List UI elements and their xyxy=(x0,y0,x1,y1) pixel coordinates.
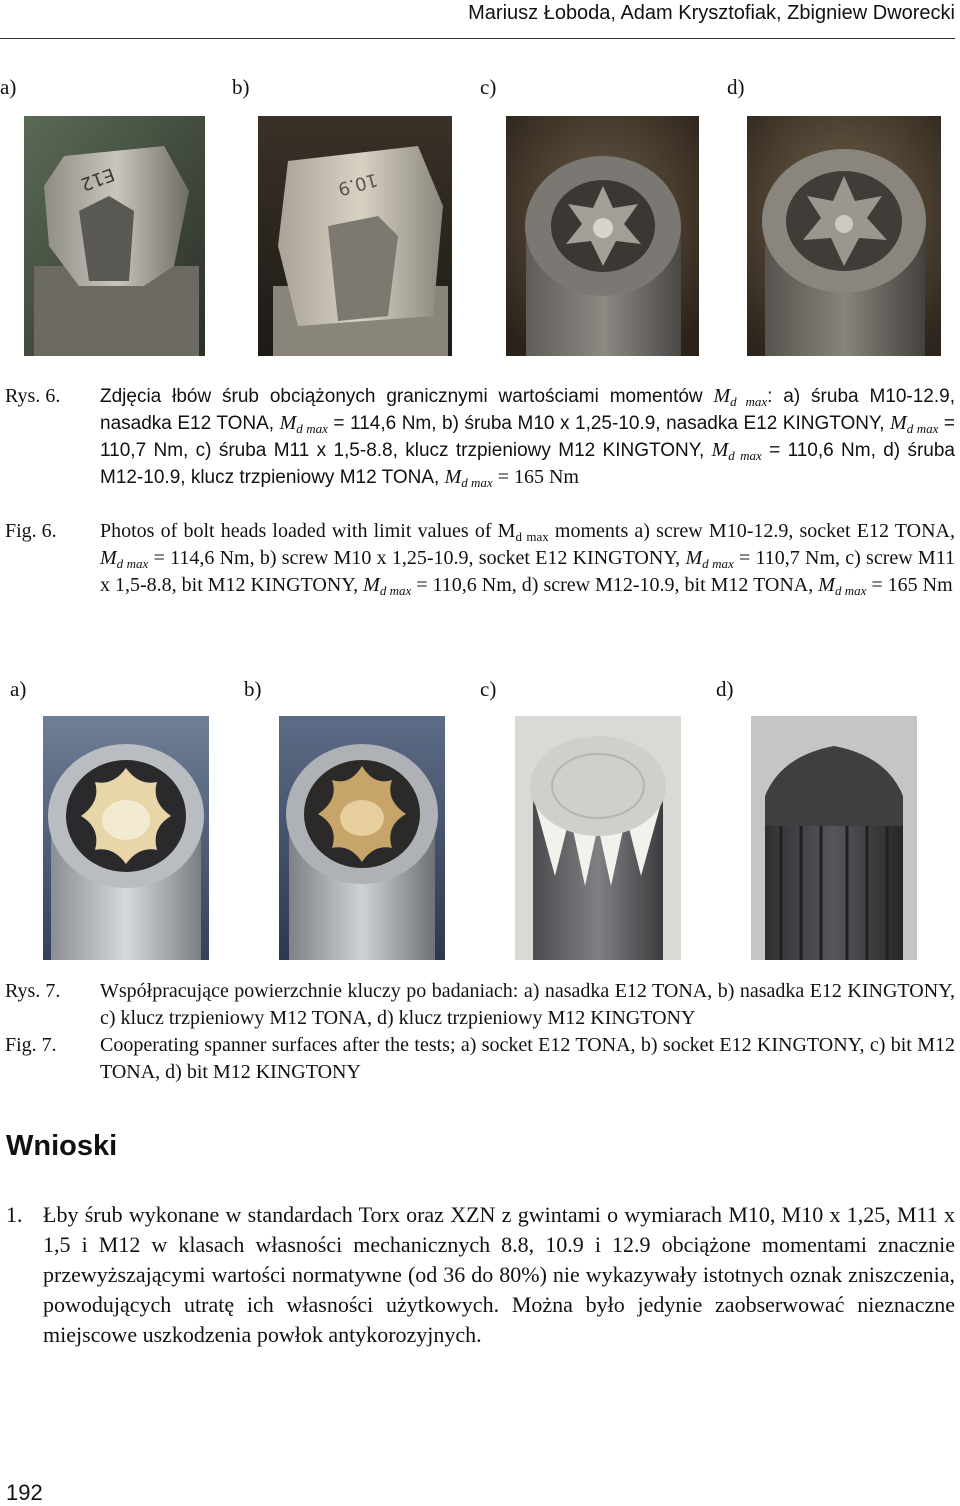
fig6-en-t3: = 114,6 Nm, b) screw M10 x 1,25-10.9, socket E12 KINGTONY, xyxy=(148,547,686,569)
fig6-caption-en xyxy=(100,518,955,599)
fig6-caption-pl xyxy=(100,383,955,491)
fig6-rys-key: Rys. 6. xyxy=(5,385,61,407)
conclusion-number: 1. xyxy=(6,1202,23,1227)
fig6-pl-t4: = 110,7 Nm, c) śruba M11 x 1,5-8.8, klucz trzpieniowy M12 KINGTONY, xyxy=(100,413,955,461)
svg-text:E12: E12 xyxy=(77,163,118,195)
fig6-pl-m4: M xyxy=(711,439,729,461)
fig6-en-s1: d max xyxy=(515,529,549,544)
fig6-pl-s5: d max xyxy=(461,475,493,490)
fig6-en-t2: moments a) screw M10-12.9, socket E12 TONA, xyxy=(548,520,955,542)
fig6-photo-d xyxy=(747,116,941,356)
fig6-en-m4: M xyxy=(363,574,380,596)
fig7-photo-d xyxy=(751,716,917,960)
fig6-en-s3: d max xyxy=(702,556,734,571)
fig6-pl-t6: = 165 Nm xyxy=(492,466,579,488)
conclusion-text: Łby śrub wykonane w standardach Torx oraz XZN z gwintami o wymiarach M10, M10 x 1,25, M11 x 1,5 i M12 w klasach własności mechanicznych 8.8, 10.9 i 12.9 obciążone momentami znacznie przewyższającymi wartości normatywne (od 36 do 80%) nie wykazywały istotnych oznak zniszczenia, powodujących utratę ich własności użytkowych. Można było jedynie zaobserwować nieznaczne miejscowe uszkodzenia powłok antykorozyjnych. xyxy=(43,1202,955,1347)
fig6-photo-b xyxy=(258,116,452,356)
fig6-pl-m1: M xyxy=(713,385,731,407)
fig6-en-t6: = 165 Nm xyxy=(866,574,953,596)
fig6-photo-a xyxy=(24,116,205,356)
fig6-en-m5: M xyxy=(818,574,835,596)
fig7-photo-b xyxy=(279,716,445,960)
fig6-photo-c xyxy=(506,116,699,356)
fig6-pl-t5: = 110,6 Nm, d) śruba M12-10.9, klucz trzpieniowy M12 TONA, xyxy=(100,440,955,488)
fig6-pl-s2: d max xyxy=(296,421,328,436)
fig6-label-c: c) xyxy=(480,75,497,99)
fig7-photo-a xyxy=(43,716,209,960)
fig7-pl-text: Współpracujące powierzchnie kluczy po badaniach: a) nasadka E12 TONA, b) nasadka E12 KINGTONY, c) klucz trzpieniowy M12 TONA, d) klucz trzpieniowy M12 KINGTONY xyxy=(100,980,955,1029)
fig7-caption-pl xyxy=(100,978,955,1032)
fig6-label-b: b) xyxy=(232,75,250,99)
fig6-label-a: a) xyxy=(0,75,17,99)
fig7-label-b: b) xyxy=(244,677,262,701)
running-header xyxy=(0,0,955,39)
fig6-en-m2: M xyxy=(100,547,117,569)
fig7-rys-key: Rys. 7. xyxy=(5,980,61,1002)
fig6-label-d: d) xyxy=(727,75,745,99)
fig7-caption-en xyxy=(100,1032,955,1086)
fig7-photo-c xyxy=(515,716,681,960)
fig6-fig-key: Fig. 6. xyxy=(5,520,57,542)
page-number: 192 xyxy=(6,1480,43,1505)
fig6-en-t4: = 110,7 Nm, c) screw M11 x 1,5-8.8, bit M12 KINGTONY, xyxy=(100,547,955,596)
svg-text:10.9: 10.9 xyxy=(335,168,380,200)
fig6-en-s5: d max xyxy=(834,583,867,598)
fig6-en-s4: d max xyxy=(379,583,412,598)
fig6-pl-t1: Zdjęcia łbów śrub obciążonych granicznymi wartościami momentów xyxy=(100,386,714,407)
fig6-en-m3: M xyxy=(685,547,703,569)
fig6-pl-m3: M xyxy=(890,412,907,434)
fig6-pl-s3: d max xyxy=(906,421,939,436)
section-heading: Wnioski xyxy=(6,1130,118,1162)
fig6-pl-m2: M xyxy=(279,412,297,434)
fig6-pl-s4: d max xyxy=(728,448,762,463)
fig7-en-text: Cooperating spanner surfaces after the tests; a) socket E12 TONA, b) socket E12 KINGTONY, c) bit M12 TONA, d) bit M12 KINGTONY xyxy=(100,1034,955,1083)
fig6-pl-t2: : a) śruba M10-12.9, nasadka E12 TONA, xyxy=(100,386,955,434)
fig7-fig-key: Fig. 7. xyxy=(5,1034,57,1056)
fig6-en-t1: Photos of bolt heads loaded with limit values of M xyxy=(100,520,516,542)
fig6-pl-m5: M xyxy=(444,466,462,488)
fig7-label-a: a) xyxy=(10,677,27,701)
fig6-pl-t3: = 114,6 Nm, b) śruba M10 x 1,25-10.9, nasadka E12 KINGTONY, xyxy=(327,413,891,434)
fig7-label-c: c) xyxy=(480,677,497,701)
fig6-en-t5: = 110,6 Nm, d) screw M12-10.9, bit M12 TONA, xyxy=(411,574,819,596)
header-authors: Mariusz Łoboda, Adam Krysztofiak, Zbigniew Dworecki xyxy=(468,2,955,24)
fig7-label-d: d) xyxy=(716,677,734,701)
fig6-en-s2: d max xyxy=(116,556,149,571)
fig6-pl-s1: d max xyxy=(730,394,768,409)
